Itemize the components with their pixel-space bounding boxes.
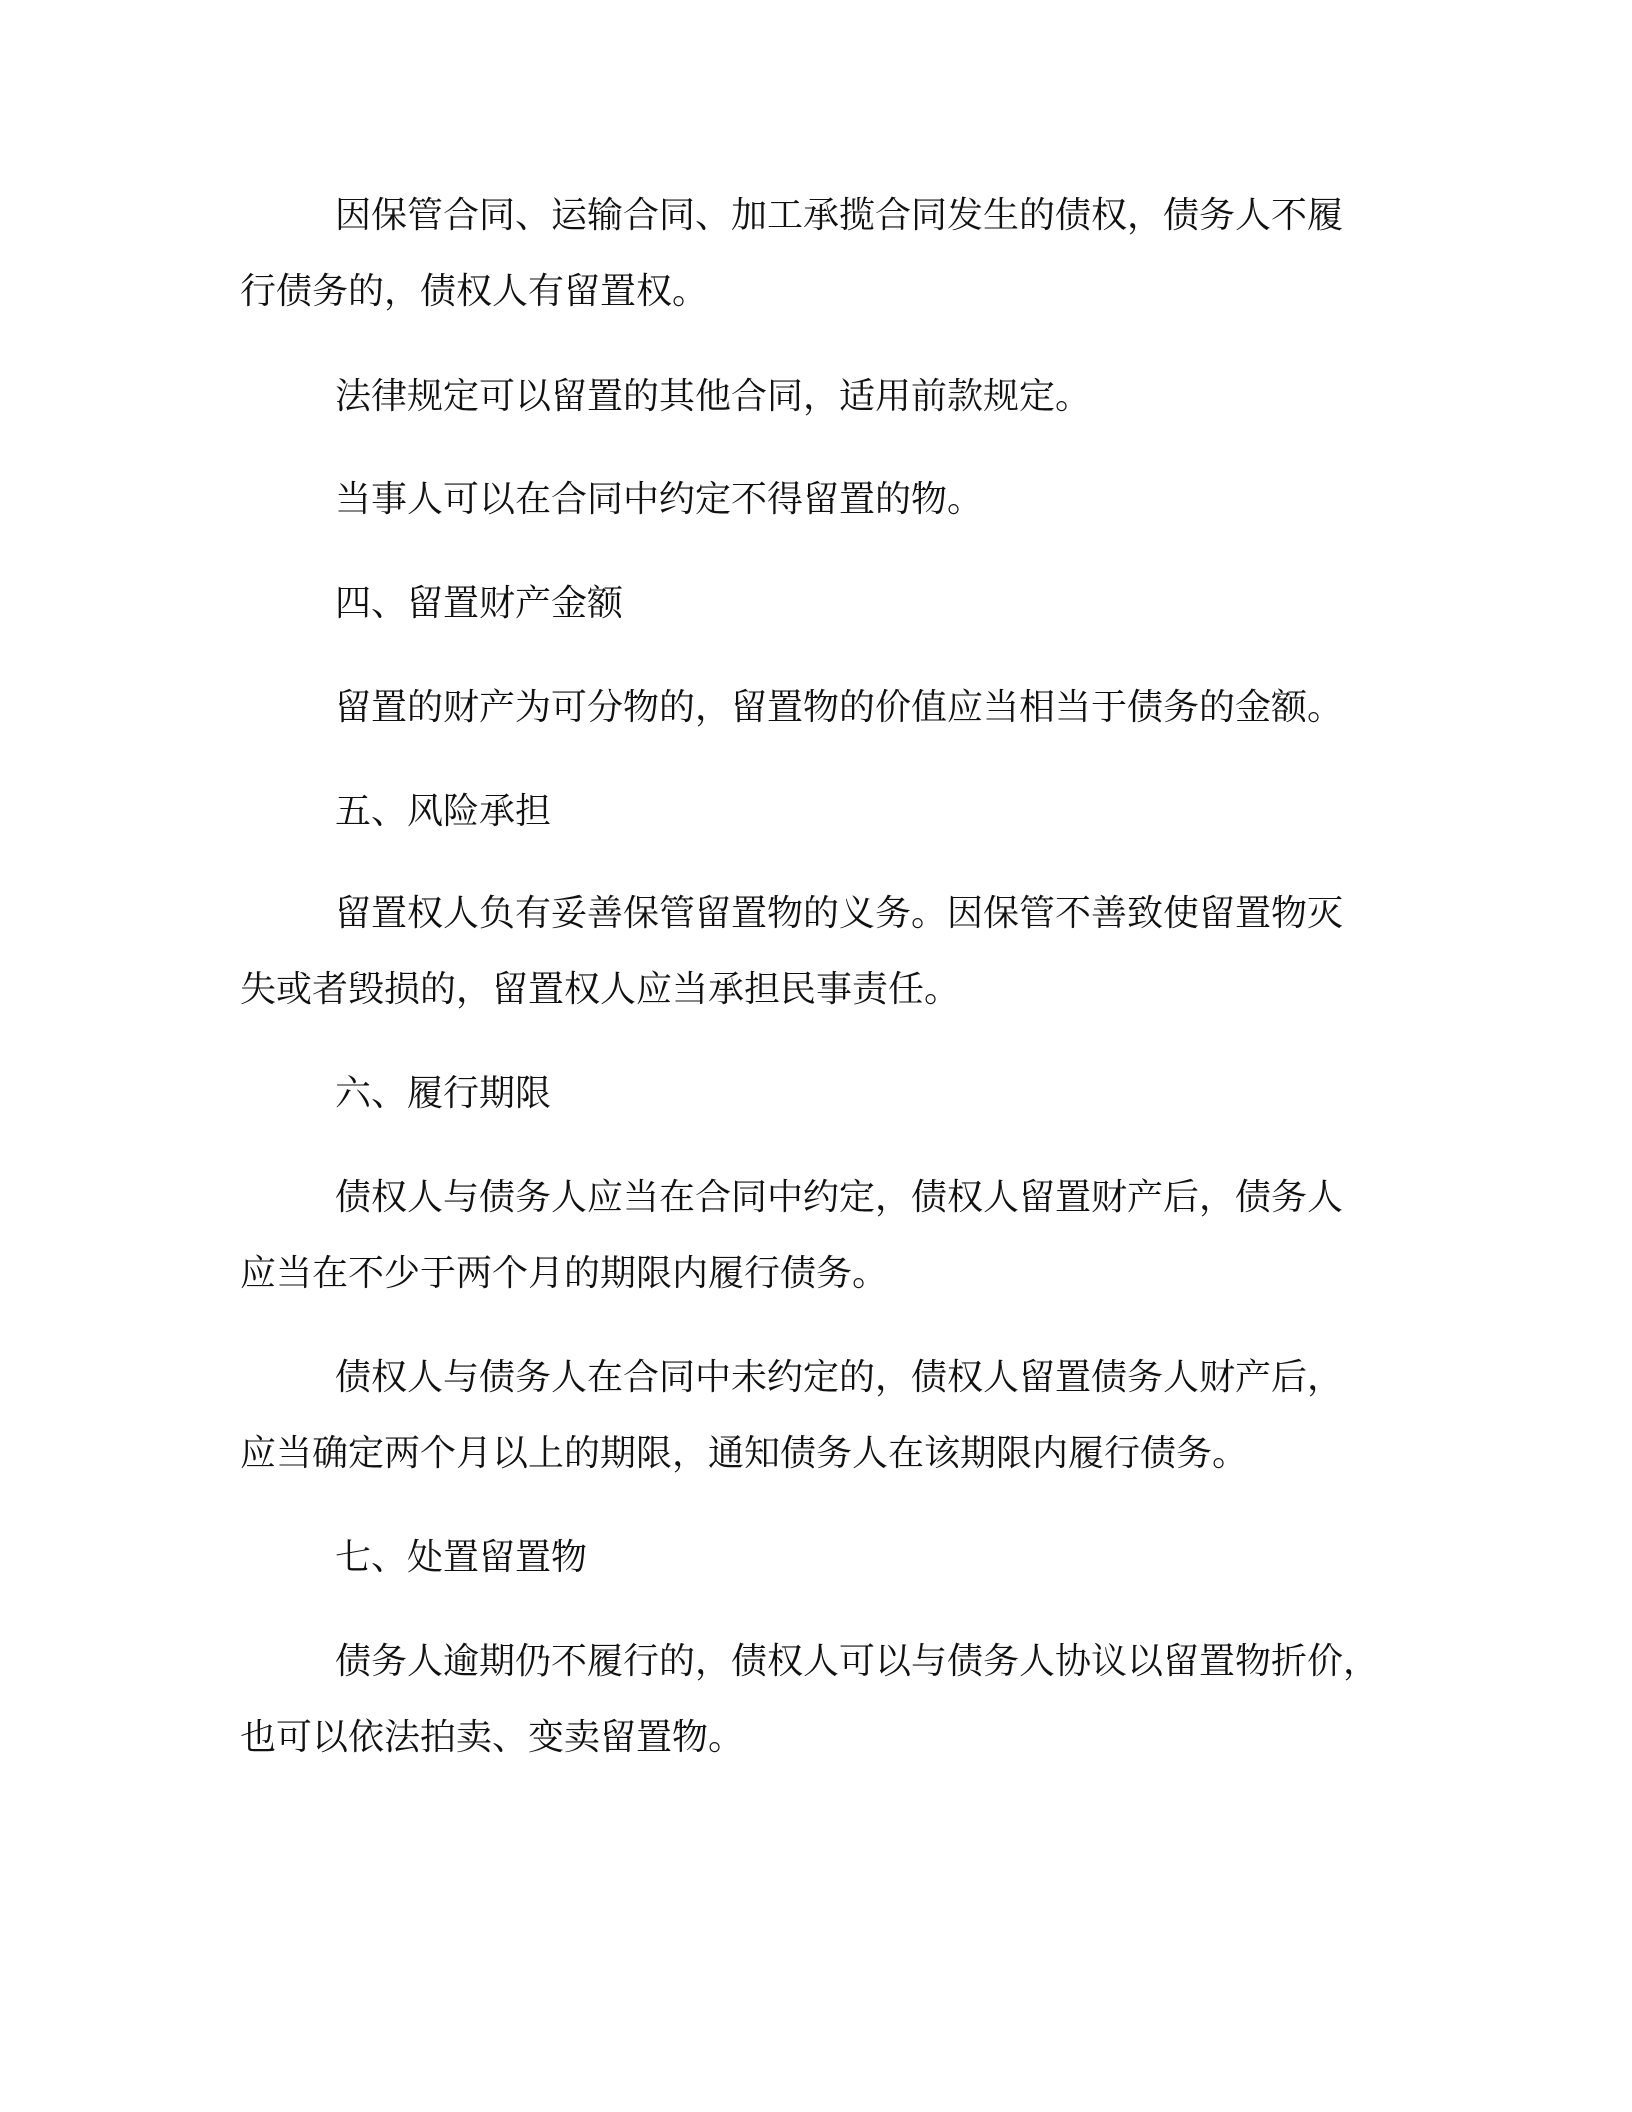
- paragraph-3-line-1: 当事人可以在合同中约定不得留置的物。: [335, 479, 984, 520]
- section-heading-5: 五、风险承担: [335, 791, 552, 832]
- paragraph-4-line-1: 留置的财产为可分物的，留置物的价值应当相当于债务的金额。: [335, 687, 1344, 728]
- paragraph-8-line-2: 也可以依法拍卖、变卖留置物。: [240, 1717, 745, 1758]
- paragraph-2-line-1: 法律规定可以留置的其他合同，适用前款规定。: [335, 376, 1092, 417]
- paragraph-6-line-1: 债权人与债务人应当在合同中约定，债权人留置财产后，债务人: [335, 1177, 1344, 1218]
- section-heading-6: 六、履行期限: [335, 1073, 552, 1114]
- paragraph-6-line-2: 应当在不少于两个月的期限内履行债务。: [240, 1253, 889, 1294]
- paragraph-7-line-2: 应当确定两个月以上的期限，通知债务人在该期限内履行债务。: [240, 1433, 1249, 1474]
- paragraph-5-line-2: 失或者毁损的，留置权人应当承担民事责任。: [240, 969, 961, 1010]
- section-heading-4: 四、留置财产金额: [335, 583, 624, 624]
- paragraph-5-line-1: 留置权人负有妥善保管留置物的义务。因保管不善致使留置物灭: [335, 893, 1344, 934]
- paragraph-1-line-2: 行债务的，债权人有留置权。: [240, 271, 709, 312]
- paragraph-7-line-1: 债权人与债务人在合同中未约定的，债权人留置债务人财产后，: [335, 1357, 1344, 1398]
- section-heading-7: 七、处置留置物: [335, 1537, 588, 1578]
- paragraph-8-line-1: 债务人逾期仍不履行的，债权人可以与债务人协议以留置物折价，: [335, 1641, 1380, 1682]
- paragraph-1-line-1: 因保管合同、运输合同、加工承揽合同发生的债权，债务人不履: [335, 195, 1344, 236]
